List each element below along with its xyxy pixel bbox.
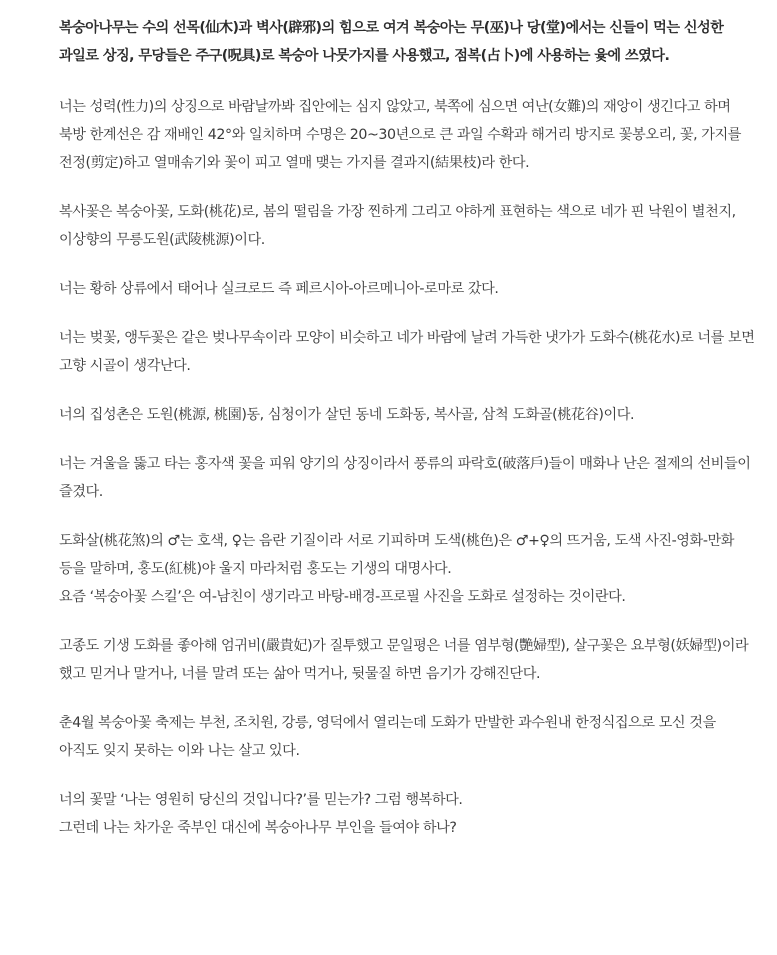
dohwasal-text: 도화살(桃花煞)의 ♂는 호색, ♀는 음란 기질이라 서로 기피하며 도색(桃色)은 ♂+♀의 뜨거움, 도색 사진-영화-만화 등을 말하며, 홍도(紅桃)야 울지 마라처럼 홍도는 기생의 대명사다.	[59, 533, 734, 577]
paragraph-dohwasal	[59, 527, 759, 611]
paragraph-village: 너의 집성촌은 도원(桃源, 桃園)동, 심청이가 살던 동네 도화동, 복사골, 삼척 도화골(桃花谷)이다.	[59, 407, 635, 423]
paragraph-festival: 춘4월 복숭아꽃 축제는 부천, 조치원, 강릉, 영덕에서 열리는데 도화가 만발한 과수원내 한정식집으로 모신 것을 아직도 잊지 못하는 이와 나는 살고 있다.	[59, 715, 716, 759]
skill-text: 요즘 ‘복숭아꽃 스킬’은 여-남친이 생기라고 바탕-배경-프로필 사진을 도화로 설정하는 것이란다.	[59, 589, 626, 605]
paragraph-closing	[59, 786, 759, 842]
paragraph-winter: 너는 겨울을 뚫고 타는 홍자색 꽃을 피워 양기의 상징이라서 풍류의 파락호(破落戶)들이 매화나 난은 절제의 선비들이 즐겼다.	[59, 456, 751, 500]
intro-paragraph: 복숭아나무는 수의 선목(仙木)과 벽사(辟邪)의 힘으로 여겨 복숭아는 무(巫)나 당(堂)에서는 신들이 먹는 신성한 과일로 상징, 무당들은 주구(呪具)로 복숭아 나뭇가지를 사용했고, 점복(占卜)에 사용하는 윷에 쓰였다.	[59, 20, 724, 64]
paragraph-peach-blossom: 복사꽃은 복숭아꽃, 도화(桃花)로, 봄의 떨림을 가장 찐하게 그리고 야하게 표현하는 색으로 네가 핀 낙원이 별천지, 이상향의 무릉도원(武陵桃源)이다.	[59, 204, 736, 248]
paragraph-cherry: 너는 벚꽃, 앵두꽃은 같은 벚나무속이라 모양이 비슷하고 네가 바람에 날려 가득한 냇가가 도화수(桃花水)로 너를 보면 고향 시골이 생각난다.	[59, 330, 755, 374]
paragraph-origin: 너는 황하 상류에서 태어나 실크로드 즉 페르시아-아르메니아-로마로 갔다.	[59, 281, 499, 297]
paragraph-gojong: 고종도 기생 도화를 좋아해 엄귀비(嚴貴妃)가 질투했고 문일평은 너를 염부형(艷婦型), 살구꽃은 요부형(妖婦型)이라 했고 믿거나 말거나, 너를 말려 또는 삶아 먹거나, 뒷물질 하면 음기가 강해진단다.	[59, 638, 749, 682]
closing-line-1: 너의 꽃말 ‘나는 영원히 당신의 것입니다?’를 믿는가? 그럼 행복하다.	[59, 792, 463, 808]
closing-line-2: 그런데 나는 차가운 죽부인 대신에 복숭아나무 부인을 들여야 하나?	[59, 820, 457, 836]
paragraph-symbolism: 너는 성력(性力)의 상징으로 바람날까봐 집안에는 심지 않았고, 북쪽에 심으면 여난(女難)의 재앙이 생긴다고 하며 북방 한계선은 감 재배인 42°와 일치하며 수명은 20~30년으로 큰 과일 수확과 해거리 방지로 꽃봉오리, 꽃, 가지를 전정(剪定)하고 열매솎기와 꽃이 피고 열매 맺는 가지를 결과지(結果枝)라 한다.	[59, 99, 742, 171]
